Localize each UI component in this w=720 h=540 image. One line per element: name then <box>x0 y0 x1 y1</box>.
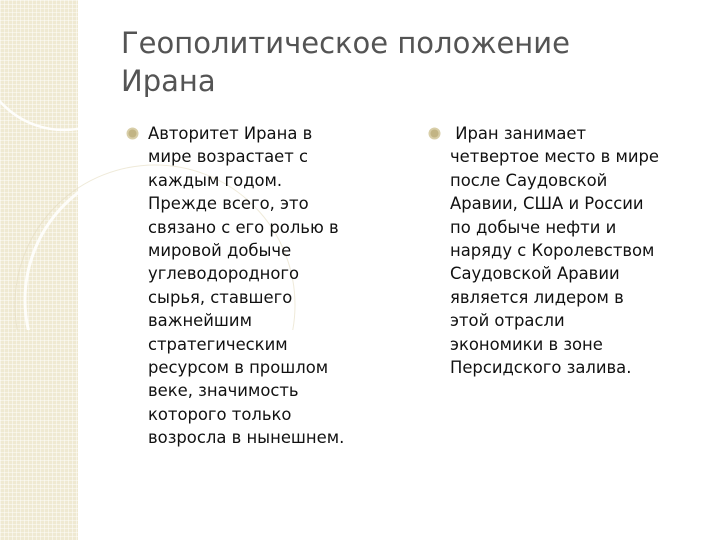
right-column <box>428 122 703 379</box>
bullet-item-authority <box>126 122 394 450</box>
title-line-2: Ирана <box>121 64 216 98</box>
bullet-text-oil-production: Иран занимает четвертое место в мире после Саудовской Аравии, США и России по добыче нефти и наряду с Королевством Саудовской Аравии является лидером в этой отрасли экономики в зоне Персидского залива. <box>450 124 659 378</box>
title-line-1: Геополитическое положение <box>121 26 570 60</box>
bullet-icon <box>126 127 139 140</box>
bullet-text-authority: Авторитет Ирана в мире возрастает с каждым годом. Прежде всего, это связано с его ролью в мировой добыче углеводородного сырья, ставшего важнейшим стратегическим ресурсом в прошлом веке, значимость которого только возросла в нынешнем. <box>148 124 345 448</box>
bullet-item-oil-production <box>428 122 703 379</box>
bullet-icon <box>428 127 441 140</box>
slide-title <box>121 24 681 100</box>
decorative-side-band <box>0 0 78 540</box>
left-column <box>126 122 394 450</box>
